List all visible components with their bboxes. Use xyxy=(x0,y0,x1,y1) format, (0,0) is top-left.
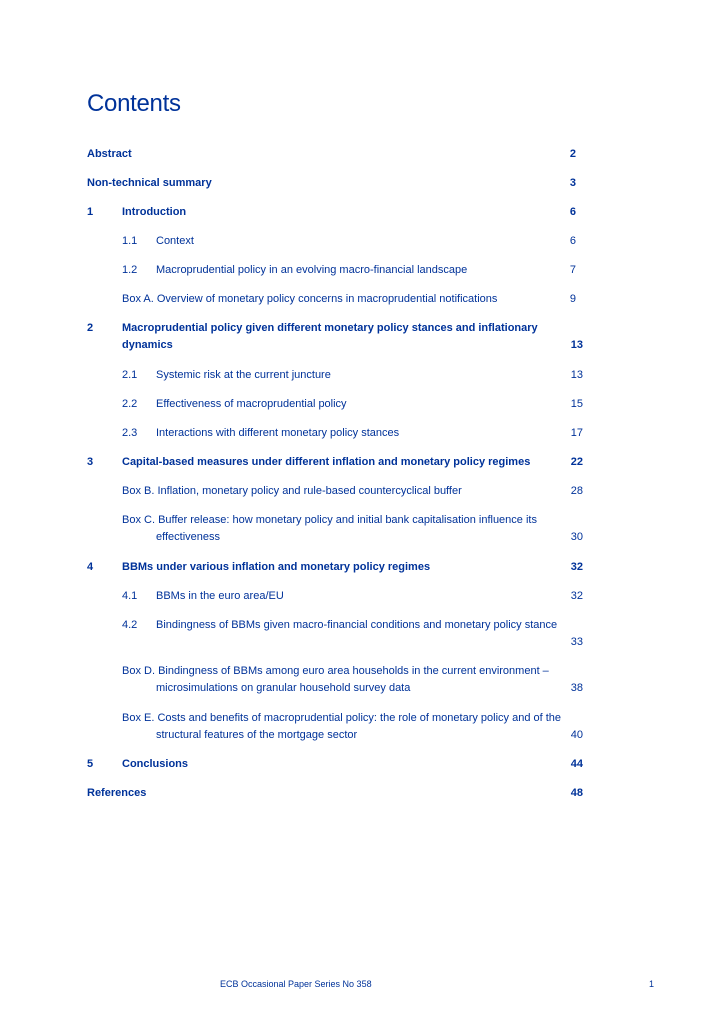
toc-entry-text-line-1: Macroprudential policy given different monetary policy stances and inflationary xyxy=(122,322,538,334)
toc-page-number: 38 xyxy=(570,682,583,694)
toc-entry-section-4[interactable] xyxy=(87,559,583,576)
toc-entry-text-line-2: dynamics xyxy=(122,339,173,351)
toc-entry-section-4-2[interactable] xyxy=(87,617,583,651)
toc-section-number: 1.2 xyxy=(122,264,138,276)
toc-page-number: 32 xyxy=(570,561,583,573)
toc-section-number: 2 xyxy=(87,322,94,334)
toc-entry-section-3[interactable] xyxy=(87,454,583,471)
toc-entry-box-d[interactable] xyxy=(87,663,583,697)
toc-entry-section-5[interactable] xyxy=(87,756,583,773)
toc-page-number: 30 xyxy=(570,531,583,543)
toc-entry-text: Effectiveness of macroprudential policy xyxy=(156,398,347,410)
toc-entry-text: Non-technical summary xyxy=(87,177,212,189)
toc-page-number: 48 xyxy=(570,787,583,799)
toc-section-number: 3 xyxy=(87,456,94,468)
toc-entry-box-a[interactable] xyxy=(87,291,576,308)
toc-entry-text: Box A. Overview of monetary policy concerns in macroprudential notifications xyxy=(122,293,498,305)
toc-entry-section-1[interactable] xyxy=(87,204,576,221)
footer-series-name: ECB Occasional Paper Series No 358 xyxy=(220,979,372,989)
toc-entry-text-line-2: effectiveness xyxy=(156,531,221,543)
toc-entry-section-2[interactable] xyxy=(87,320,583,354)
toc-section-number: 4.1 xyxy=(122,590,138,602)
toc-entry-section-2-1[interactable] xyxy=(87,367,583,384)
toc-entry-text: BBMs in the euro area/EU xyxy=(156,590,284,602)
toc-entry-text: Box B. Inflation, monetary policy and rule-based countercyclical buffer xyxy=(122,485,462,497)
toc-entry-section-4-1[interactable] xyxy=(87,588,583,605)
toc-page-number: 22 xyxy=(570,456,583,468)
footer-page-number: 1 xyxy=(649,979,655,989)
toc-entry-text: Conclusions xyxy=(122,758,189,770)
toc-entry-text: BBMs under various inflation and monetary policy regimes xyxy=(122,561,431,573)
toc-entry-text: Interactions with different monetary policy stances xyxy=(156,427,400,439)
toc-entry-section-1-1[interactable] xyxy=(87,233,576,250)
toc-entry-section-2-3[interactable] xyxy=(87,425,583,442)
toc-entry-text-line-2: microsimulations on granular household survey data xyxy=(156,682,411,694)
toc-page-number: 2 xyxy=(569,148,576,160)
toc-section-number: 4.2 xyxy=(122,619,138,631)
toc-page-number: 33 xyxy=(570,636,583,648)
toc-entry-section-1-2[interactable] xyxy=(87,262,576,279)
toc-page-number: 3 xyxy=(569,177,576,189)
toc-entry-summary[interactable] xyxy=(87,175,576,192)
toc-entry-text: Capital-based measures under different inflation and monetary policy regimes xyxy=(122,456,531,468)
toc-page-number: 6 xyxy=(569,235,576,247)
toc-entry-text-line-1: Box E. Costs and benefits of macroprudential policy: the role of monetary policy and of the xyxy=(122,712,562,724)
toc-page-number: 28 xyxy=(570,485,583,497)
toc-entry-text: Macroprudential policy in an evolving macro-financial landscape xyxy=(156,264,468,276)
toc-entry-section-2-2[interactable] xyxy=(87,396,583,413)
toc-entry-text: Bindingness of BBMs given macro-financial conditions and monetary policy stance xyxy=(156,619,558,631)
toc-page-number: 44 xyxy=(570,758,583,770)
toc-entry-box-b[interactable] xyxy=(87,483,583,500)
toc-page-number: 17 xyxy=(570,427,583,439)
toc-page-number: 13 xyxy=(570,339,583,351)
toc-entry-box-c[interactable] xyxy=(87,512,583,546)
toc-section-number: 1.1 xyxy=(122,235,138,247)
toc-entry-box-e[interactable] xyxy=(87,710,583,744)
toc-section-number: 2.2 xyxy=(122,398,138,410)
toc-entry-text: Abstract xyxy=(87,148,132,160)
page-title: Contents xyxy=(87,90,181,117)
toc-section-number: 5 xyxy=(87,758,94,770)
toc-page-number: 13 xyxy=(570,369,583,381)
toc-page-number: 15 xyxy=(570,398,583,410)
toc-page-number: 7 xyxy=(569,264,576,276)
toc-section-number: 2.1 xyxy=(122,369,138,381)
toc-page-number: 9 xyxy=(569,293,576,305)
toc-section-number: 2.3 xyxy=(122,427,138,439)
toc-entry-text: Context xyxy=(156,235,194,247)
toc-entry-references[interactable] xyxy=(87,785,583,802)
toc-section-number: 1 xyxy=(87,206,94,218)
toc-entry-text-line-1: Box D. Bindingness of BBMs among euro area households in the current environment – xyxy=(122,665,549,677)
toc-entry-text-line-1: Box C. Buffer release: how monetary policy and initial bank capitalisation influence its xyxy=(122,514,537,526)
toc-page-number: 6 xyxy=(569,206,576,218)
toc-section-number: 4 xyxy=(87,561,94,573)
toc-page-number: 40 xyxy=(570,729,583,741)
toc-entry-abstract[interactable] xyxy=(87,146,576,163)
toc-entry-text: Systemic risk at the current juncture xyxy=(156,369,331,381)
toc-entry-text: References xyxy=(87,787,147,799)
toc-entry-text: Introduction xyxy=(122,206,187,218)
toc-page-number: 32 xyxy=(570,590,583,602)
toc-entry-text-line-2: structural features of the mortgage sector xyxy=(156,729,358,741)
